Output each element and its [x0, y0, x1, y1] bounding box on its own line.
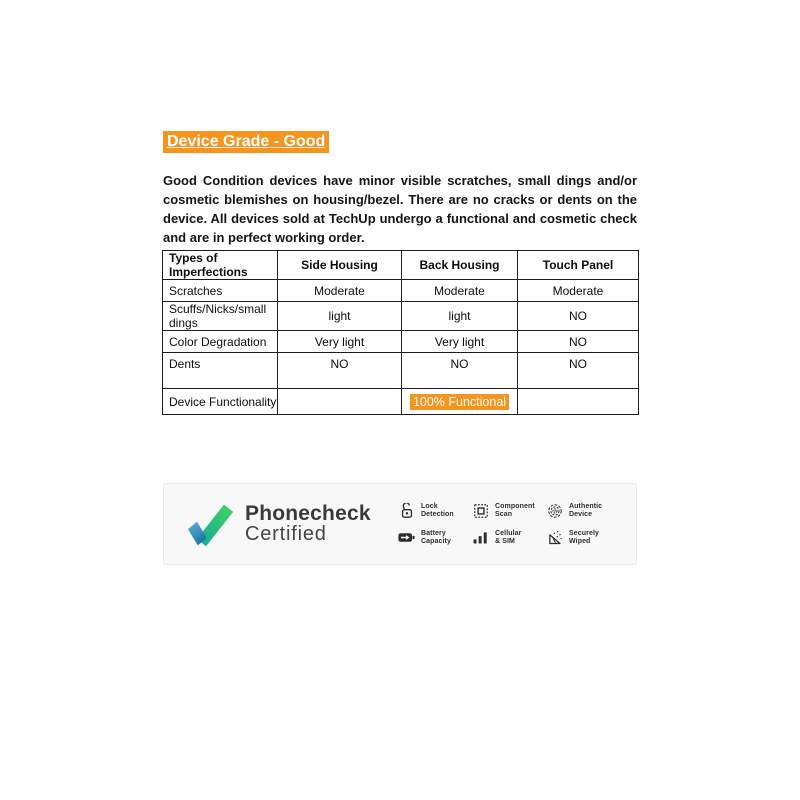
table-cell — [518, 389, 639, 415]
column-header-back-housing: Back Housing — [402, 251, 518, 280]
column-header-side-housing: Side Housing — [278, 251, 402, 280]
component-scan-icon — [472, 502, 489, 519]
feature-label: Lock Detection — [421, 502, 454, 518]
table-cell: Very light — [278, 331, 402, 353]
table-cell: NO — [518, 353, 639, 389]
description-paragraph: Good Condition devices have minor visible scratches, small dings and/or cosmetic blemishes on housing/bezel. There are no cracks or dents on the device. All devices sold at TechUp undergo a functional and cosmetic check and are in perfect working order. — [163, 173, 637, 245]
feature-lock-detection — [398, 502, 460, 519]
battery-capacity-icon — [398, 529, 415, 546]
table-cell: light — [278, 302, 402, 331]
feature-label: Cellular & SIM — [495, 529, 522, 545]
checkmark-logo-icon — [187, 502, 234, 547]
table-cell: Moderate — [278, 280, 402, 302]
feature-label: Component Scan — [495, 502, 535, 518]
row-label: Dents — [163, 353, 278, 389]
brand-text — [245, 504, 371, 544]
functional-highlight: 100% Functional — [410, 394, 509, 410]
phonecheck-logo — [187, 502, 371, 547]
table-cell: NO — [278, 353, 402, 389]
table-cell: Very light — [402, 331, 518, 353]
table-row-color-degradation — [163, 331, 639, 353]
table-header-row — [163, 251, 639, 280]
column-header-types: Types of Imperfections — [163, 251, 278, 280]
certification-features — [398, 502, 608, 546]
lock-detection-icon — [398, 502, 415, 519]
feature-authentic-device — [546, 502, 608, 519]
authentic-device-icon — [546, 502, 563, 519]
table-cell: light — [402, 302, 518, 331]
imperfections-table — [162, 250, 639, 415]
column-header-touch-panel: Touch Panel — [518, 251, 639, 280]
row-label: Color Degradation — [163, 331, 278, 353]
feature-component-scan — [472, 502, 534, 519]
row-label: Scuffs/Nicks/small dings — [163, 302, 278, 331]
table-cell: NO — [518, 302, 639, 331]
table-cell: Moderate — [402, 280, 518, 302]
table-row-scuffs — [163, 302, 639, 331]
table-cell: Moderate — [518, 280, 639, 302]
table-cell: NO — [518, 331, 639, 353]
securely-wiped-icon — [546, 529, 563, 546]
page-title: Device Grade - Good — [163, 131, 329, 153]
table-row-scratches — [163, 280, 639, 302]
table-row-device-functionality — [163, 389, 639, 415]
row-label: Device Functionality — [163, 389, 278, 415]
table-row-dents — [163, 353, 639, 389]
row-label: Scratches — [163, 280, 278, 302]
phonecheck-certified-banner — [163, 483, 637, 565]
cellular-sim-icon — [472, 529, 489, 546]
feature-label: Securely Wiped — [569, 529, 599, 545]
feature-battery-capacity — [398, 529, 460, 546]
table-cell: NO — [402, 353, 518, 389]
feature-label: Battery Capacity — [421, 529, 451, 545]
feature-cellular-sim — [472, 529, 534, 546]
feature-securely-wiped — [546, 529, 608, 546]
table-cell — [278, 389, 402, 415]
brand-name: Phonecheck — [245, 502, 371, 525]
table-cell — [402, 389, 518, 415]
feature-label: Authentic Device — [569, 502, 603, 518]
brand-subtitle: Certified — [245, 523, 327, 545]
